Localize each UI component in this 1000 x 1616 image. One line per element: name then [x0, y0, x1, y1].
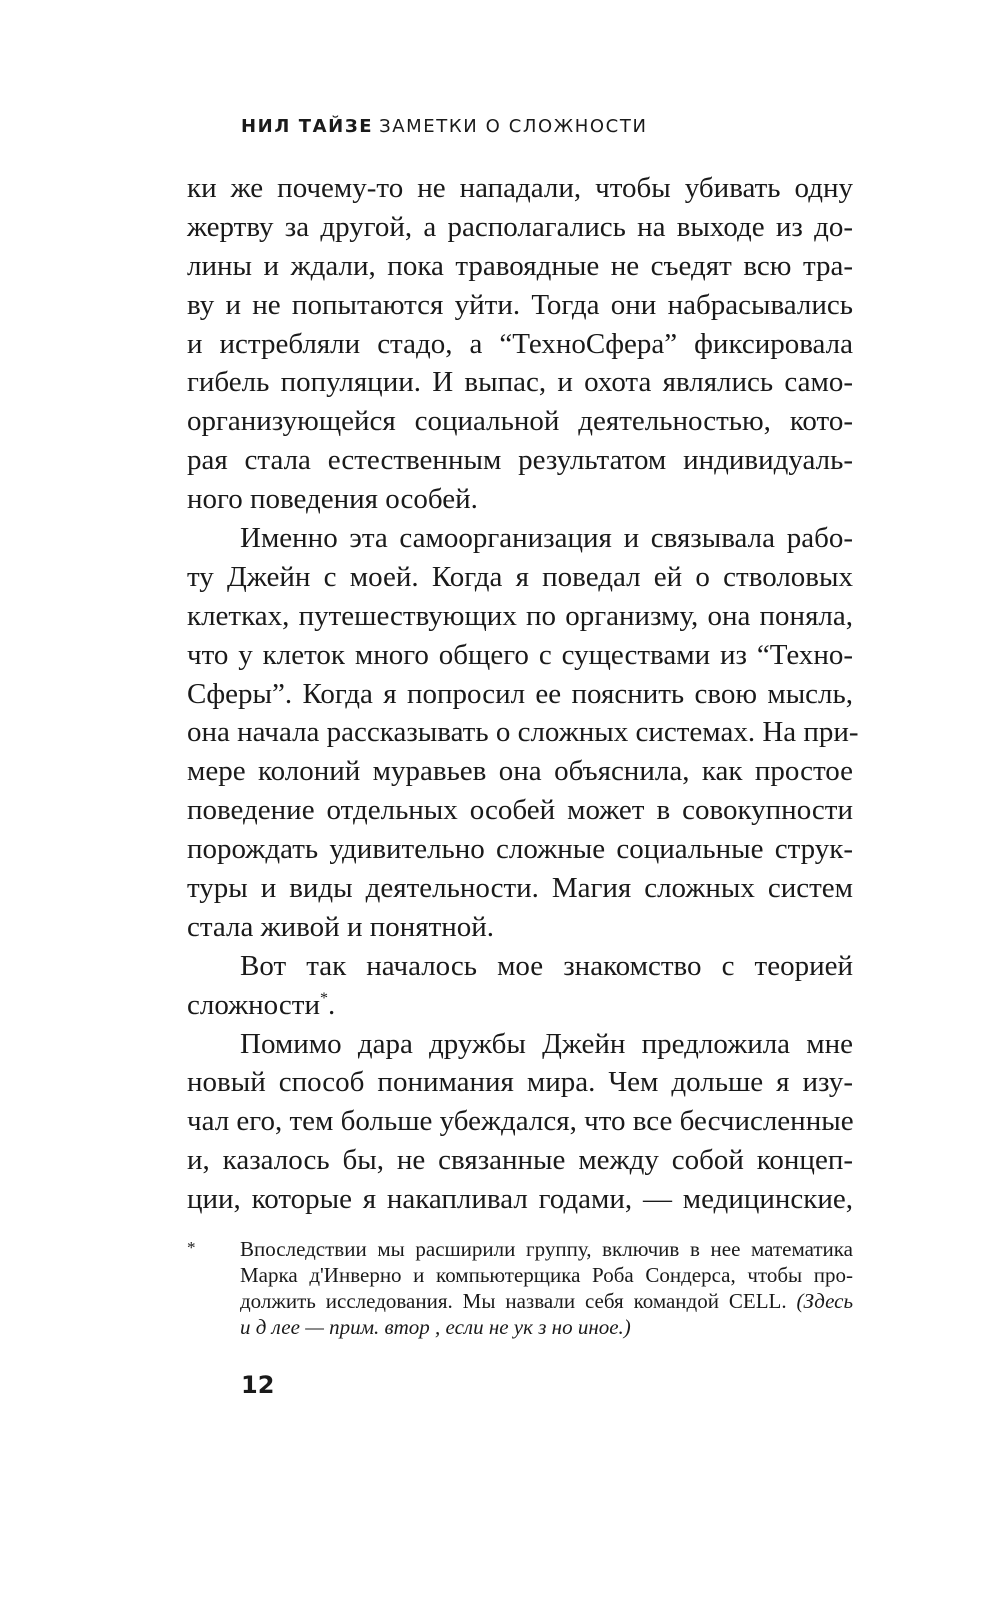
text-line: новый способ понимания мира. Чем дольше я изу- — [187, 1066, 853, 1099]
footnote-text — [240, 1236, 853, 1340]
text-line: ции, которые я накапливал годами, — медицинские, — [187, 1183, 853, 1216]
text-line: ту Джейн с моей. Когда я поведал ей о стволовых — [187, 560, 853, 593]
body-text — [187, 169, 859, 1219]
footnote-line: и д лее — прим. втор , если не ук з но иное.) — [240, 1315, 631, 1339]
text-line: рая стала естественным результатом индивидуаль- — [187, 444, 853, 477]
footnote-mark: * — [187, 1238, 196, 1257]
footnote-ref[interactable]: * — [319, 989, 328, 1007]
text-line: она начала рассказывать о сложных системах. На при- — [187, 716, 859, 749]
text-line: ки же почему-то не нападали, чтобы убивать одну — [187, 172, 853, 204]
footnote-line-text: должить исследования. Мы назвали себя командой CELL. — [240, 1289, 787, 1313]
text-line: Помимо дара дружбы Джейн предложила мне — [240, 1027, 853, 1060]
text-line: Сферы”. Когда я попросил ее пояснить свою мысль, — [187, 677, 853, 710]
text-line: туры и виды деятельности. Магия сложных систем — [187, 872, 853, 905]
footnote — [187, 1236, 853, 1340]
text-line: поведение отдельных особей может в совокупности — [187, 794, 853, 827]
text-line: что у клеток много общего с существами из “Техно- — [187, 638, 853, 671]
text-line: стала живой и понятной. — [187, 910, 495, 943]
running-head-title: ЗАМЕТКИ О СЛОЖНОСТИ — [379, 116, 648, 137]
text-line: гибель популяции. И выпас, и охота являлись само- — [187, 366, 853, 399]
text-line: чал его, тем больше убеждался, что все бесчисленные — [187, 1105, 854, 1138]
text-line: Именно эта самоорганизация и связывала рабо- — [240, 522, 853, 555]
text-line: порождать удивительно сложные социальные струк- — [187, 833, 853, 866]
text-line: клетках, путешествующих по организму, она поняла, — [187, 599, 853, 632]
footnote-line: Марка д'Инверно и компьютерщика Роба Сондерса, чтобы про- — [240, 1263, 853, 1287]
text-line: ного поведения особей. — [187, 483, 478, 516]
footnote-line: Впоследствии мы расширили группу, включив в нее математика — [240, 1237, 853, 1261]
text-line: ву и не попытаются уйти. Тогда они набрасывались — [187, 288, 853, 321]
running-head — [241, 116, 648, 137]
text-line: организующейся социальной деятельностью, кото- — [187, 405, 853, 438]
text-line: жертву за другой, а располагались на выходе из до- — [187, 210, 853, 243]
running-head-author: НИЛ ТАЙЗЕ — [241, 116, 374, 137]
text-line-with-footnote-ref — [187, 986, 853, 1025]
text-line: и, казалось бы, не связанные между собой концеп- — [187, 1144, 853, 1177]
text-line-punctuation: . — [327, 988, 336, 1021]
footnote-line — [240, 1288, 853, 1314]
page-number: 12 — [241, 1371, 275, 1399]
text-line-content: сложности — [187, 988, 320, 1021]
text-line: мере колоний муравьев она объяснила, как простое — [187, 755, 853, 788]
text-line: Вот так началось мое знакомство с теорией — [240, 949, 853, 982]
footnote-line-italic: (Здесь — [796, 1289, 853, 1313]
text-line: и истребляли стадо, а “ТехноСфера” фиксировала — [187, 327, 853, 360]
text-line: лины и ждали, пока травоядные не съедят всю тра- — [187, 249, 853, 282]
